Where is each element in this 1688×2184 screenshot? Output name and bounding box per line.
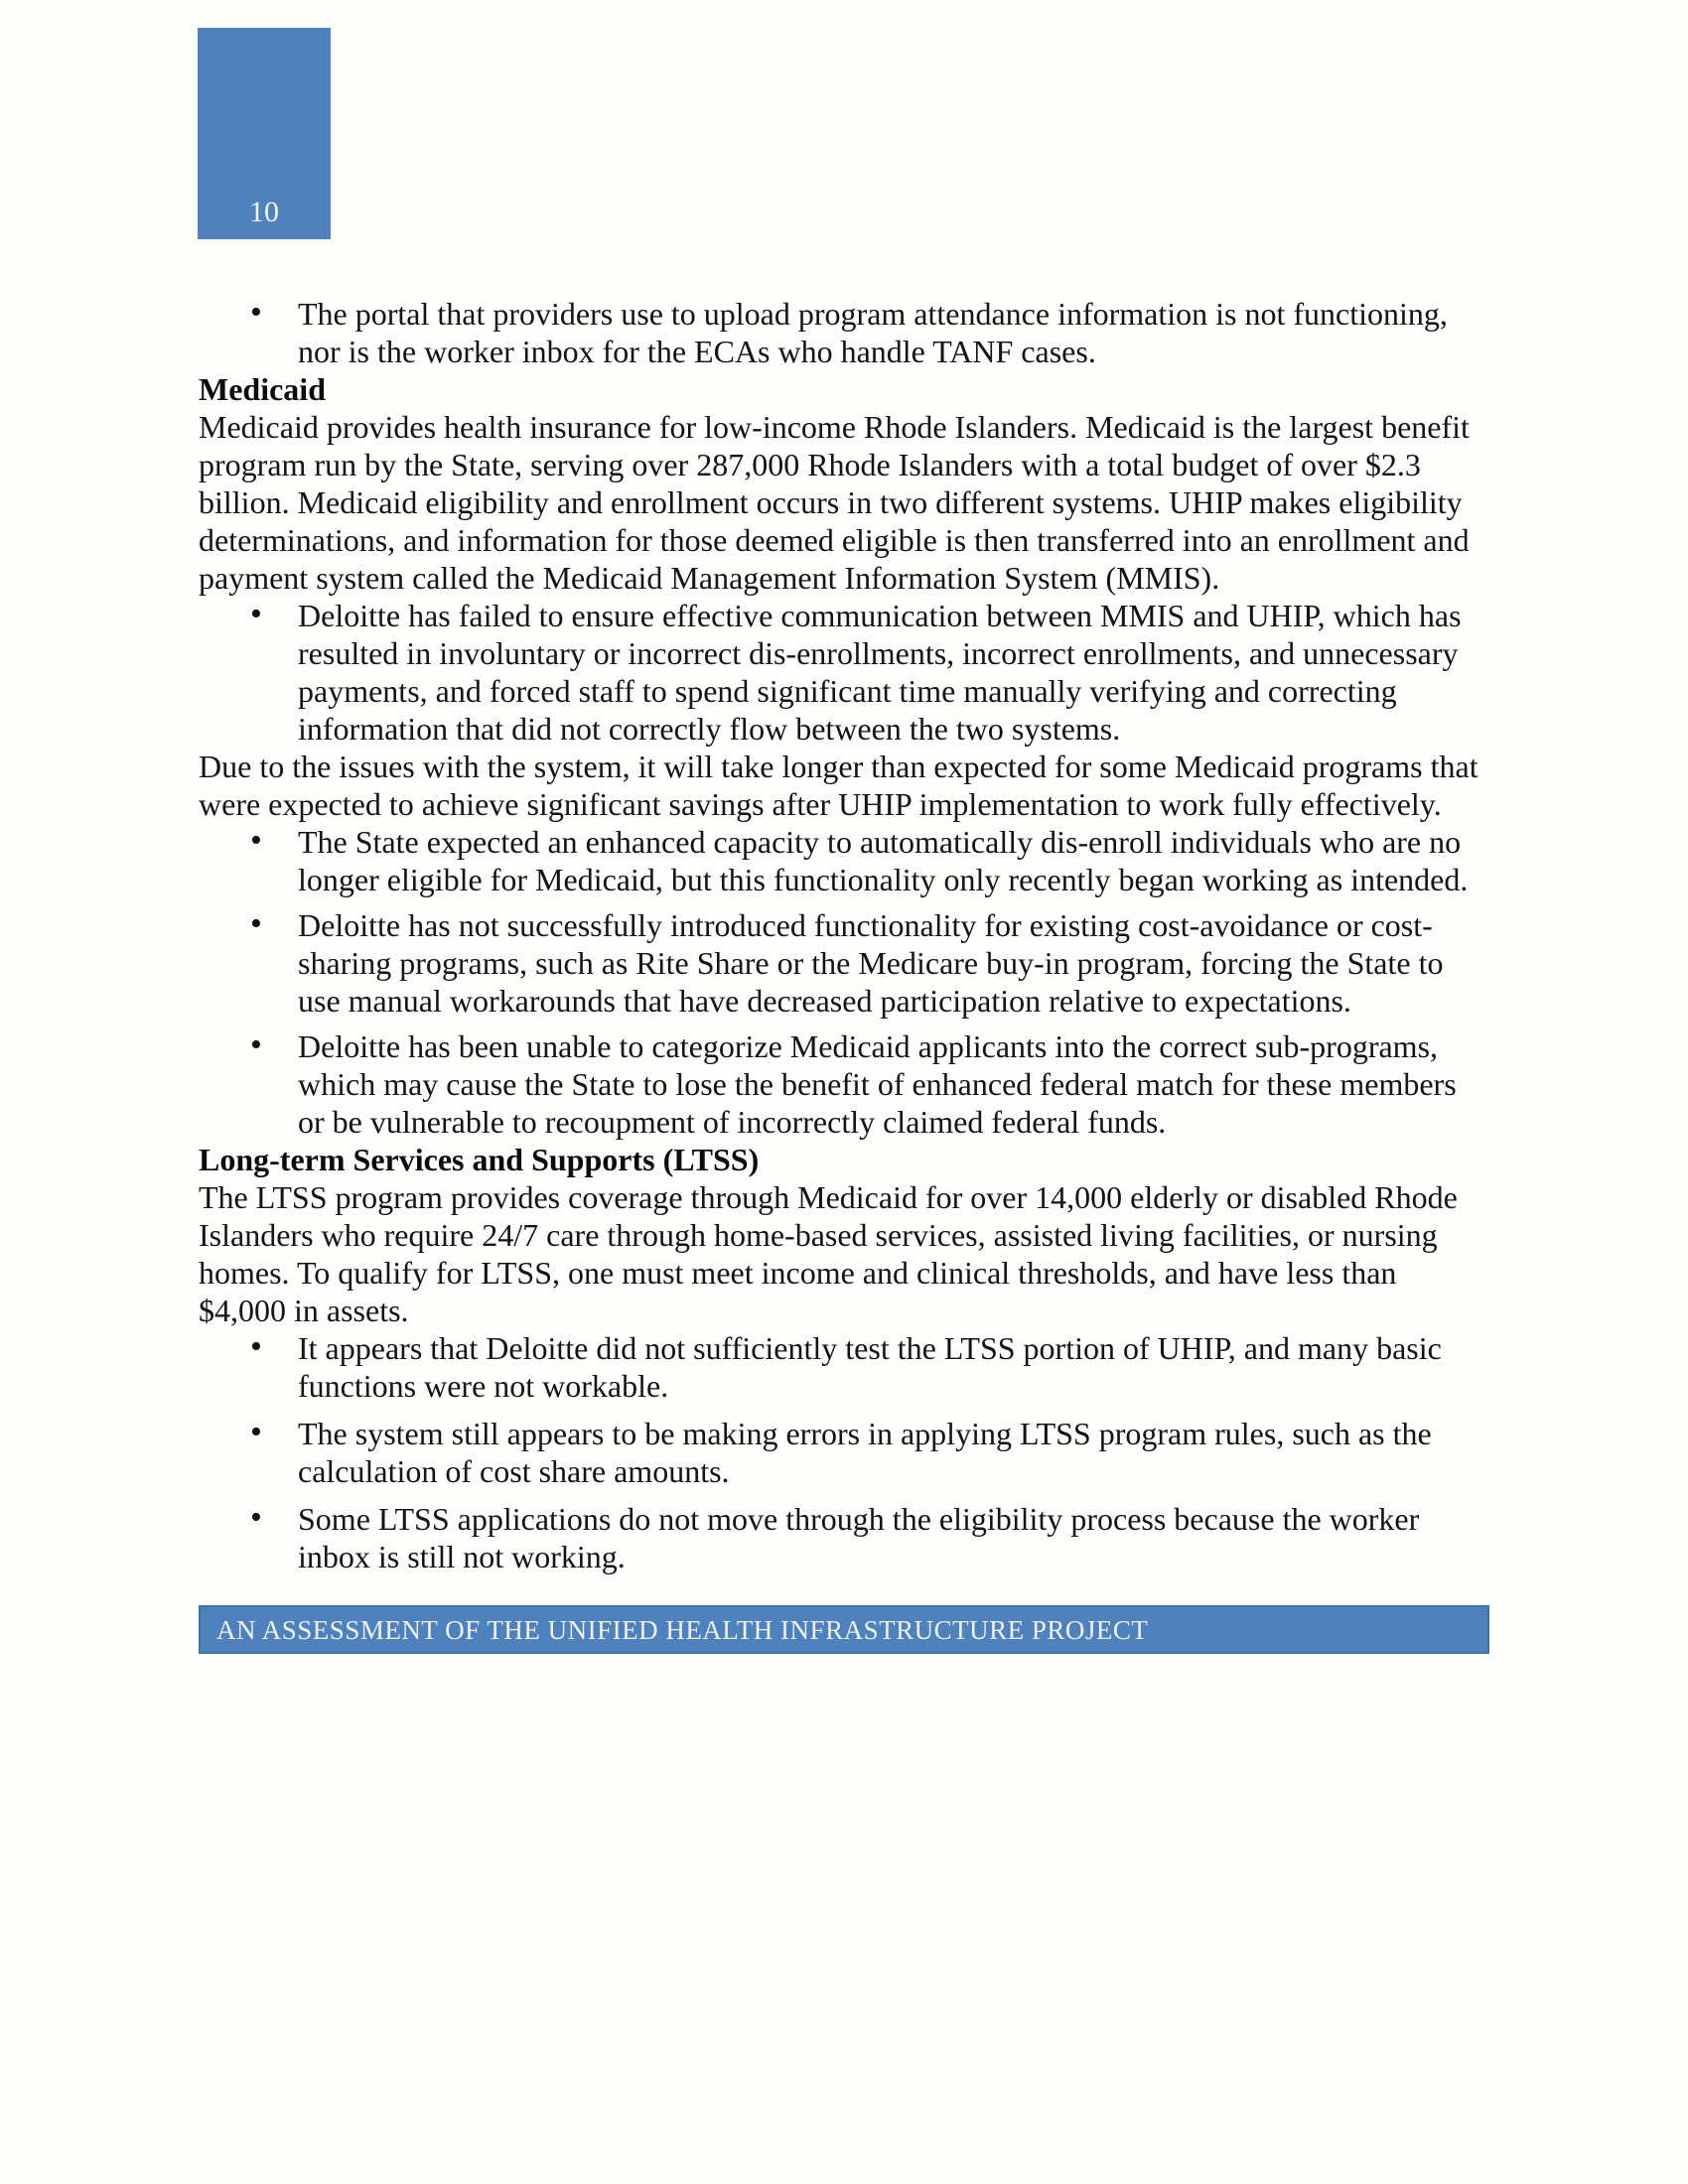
bullet-text: Deloitte has failed to ensure effective communication between MMIS and UHIP, which has resulted in involuntary or incorrect dis-enrollments, incorrect enrollments, and unnecessary payments, and forced staff to spend significant time manually verifying and correcting information that did not correctly flow between the two systems.: [298, 598, 1462, 747]
bullet-item: [199, 823, 1489, 898]
bullet-item: [199, 1500, 1489, 1575]
bullet-item: [199, 597, 1489, 748]
ltss-heading: Long-term Services and Supports (LTSS): [199, 1142, 760, 1177]
bullet-item: [199, 1329, 1489, 1405]
bullet-item: [199, 295, 1489, 370]
page-content: [199, 295, 1489, 1654]
ltss-paragraph: The LTSS program provides coverage through Medicaid for over 14,000 elderly or disabled Rhode Islanders who require 24/7 care through home-based services, assisted living facilities, or nursing homes. To qualify for LTSS, one must meet income and clinical thresholds, and have less than $4,000 in assets.: [199, 1179, 1458, 1328]
bullet-item: [199, 906, 1489, 1020]
medicaid-bullet-list: [199, 597, 1489, 748]
bullet-text: Deloitte has been unable to categorize Medicaid applicants into the correct sub-programs, which may cause the State to lose the benefit of enhanced federal match for these members or be vulnerable to recoupment of incorrectly claimed federal funds.: [298, 1028, 1457, 1140]
medicaid-paragraph: Medicaid provides health insurance for low-income Rhode Islanders. Medicaid is the largest benefit program run by the State, serving over 287,000 Rhode Islanders with a total budget of over $2.3 billion. Medicaid eligibility and enrollment occurs in two different systems. UHIP makes eligibility determinations, and information for those deemed eligible is then transferred into an enrollment and payment system called the Medicaid Management Information System (MMIS).: [199, 409, 1470, 596]
bullet-text: The State expected an enhanced capacity to automatically dis-enroll individuals who are no longer eligible for Medicaid, but this functionality only recently began working as intended.: [298, 824, 1469, 897]
page-number-box: [198, 28, 331, 239]
bullet-text: It appears that Deloitte did not sufficiently test the LTSS portion of UHIP, and many basic functions were not workable.: [298, 1330, 1442, 1404]
intro-bullet-list: [199, 295, 1489, 370]
bullet-text: The portal that providers use to upload program attendance information is not functioning, nor is the worker inbox for the ECAs who handle TANF cases.: [298, 296, 1448, 369]
bullet-text: The system still appears to be making errors in applying LTSS program rules, such as the calculation of cost share amounts.: [298, 1416, 1432, 1489]
ltss-bullet-list: [199, 1329, 1489, 1575]
page-number: 10: [249, 196, 279, 228]
footer-text: AN ASSESSMENT OF THE UNIFIED HEALTH INFRASTRUCTURE PROJECT: [216, 1614, 1149, 1645]
medicaid-bullet-list-2: [199, 823, 1489, 1141]
bullet-text: Deloitte has not successfully introduced functionality for existing cost-avoidance or cost-sharing programs, such as Rite Share or the Medicare buy-in program, forcing the State to use manual workarounds that have decreased participation relative to expectations.: [298, 907, 1444, 1019]
bullet-item: [199, 1415, 1489, 1490]
medicaid-heading: Medicaid: [199, 371, 326, 407]
medicaid-paragraph-2: Due to the issues with the system, it will take longer than expected for some Medicaid programs that were expected to achieve significant savings after UHIP implementation to work fully effectively.: [199, 749, 1478, 822]
bullet-item: [199, 1027, 1489, 1141]
bullet-text: Some LTSS applications do not move through the eligibility process because the worker inbox is still not working.: [298, 1501, 1420, 1574]
footer-bar: [199, 1605, 1489, 1654]
